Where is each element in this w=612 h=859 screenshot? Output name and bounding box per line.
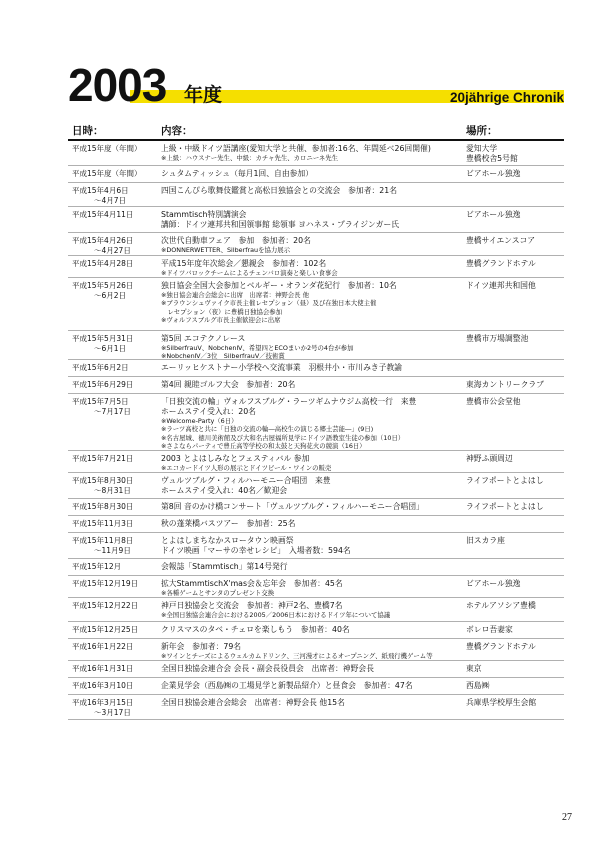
table-row — [68, 183, 564, 207]
table-row — [68, 278, 564, 331]
table-row — [68, 451, 564, 473]
row-date — [72, 642, 160, 652]
content-line: ホームステイ受入れ：20名 — [161, 407, 256, 416]
row-place — [466, 601, 564, 611]
content-line: 第8回 音のかけ橋コンサート「ヴュルツブルグ・フィルハーモニー合唱団」 — [161, 502, 424, 511]
table-row — [68, 499, 564, 516]
row-place — [466, 579, 564, 589]
row-place — [466, 169, 564, 179]
row-content — [161, 601, 461, 619]
table-row — [68, 695, 564, 720]
content-note: レセプション（夜）に豊橋日独協会参加 — [161, 307, 283, 316]
row-date-end: ～11月9日 — [94, 546, 131, 555]
row-content — [161, 625, 461, 635]
row-content — [161, 186, 461, 196]
row-date — [72, 664, 160, 674]
row-date — [72, 144, 160, 154]
row-date-start: 平成16年1月31日 — [72, 664, 134, 673]
table-row — [68, 331, 564, 360]
place-line: ビアホール独逸 — [466, 579, 521, 588]
row-place — [466, 380, 564, 390]
row-place — [466, 536, 564, 546]
content-line: ホームステイ受入れ：40名／歓迎会 — [161, 486, 288, 495]
row-date-start: 平成16年1月22日 — [72, 642, 134, 651]
row-place — [466, 144, 564, 164]
row-date — [72, 698, 160, 718]
table-row — [68, 473, 564, 499]
content-line: 2003 とよはしみなとフェスティバル 参加 — [161, 454, 310, 463]
place-line: ドイツ連邦共和国他 — [466, 281, 536, 290]
row-date-start: 平成15年4月11日 — [72, 210, 134, 219]
row-date-end: ～8月31日 — [94, 486, 131, 495]
content-line: 四国こんぴら歌舞伎鑑賞と高松日独協会との交流会 参加者：21名 — [161, 186, 398, 195]
row-date-start: 平成15年11月8日 — [72, 536, 134, 545]
row-place — [466, 476, 564, 486]
table-row — [68, 377, 564, 394]
content-line: 神戸日独協会と交流会 参加者：神戸2名、豊橋7名 — [161, 601, 343, 610]
content-line: 講師：ドイツ連邦共和国領事館 総領事 ヨハネス・プライジンガー氏 — [161, 220, 400, 229]
row-date-start: 平成15年7月21日 — [72, 454, 134, 463]
row-content — [161, 363, 461, 373]
row-date-start: 平成15年12月22日 — [72, 601, 139, 610]
content-note: ※ワインとチーズによるウェルカムドリンク、三河漫才によるオープニング、紙飛行機ゲーム等 — [161, 652, 433, 660]
table-row — [68, 166, 564, 183]
content-line: 独日協会全国大会参加とベルギー・オランダ花紀行 参加者：10名 — [161, 281, 397, 290]
chronicle-subtitle: 20jährige Chronik — [449, 90, 564, 105]
row-content — [161, 664, 461, 674]
row-place — [466, 664, 564, 674]
row-content — [161, 144, 461, 162]
place-column-header: 場所： — [466, 125, 498, 137]
row-date — [72, 536, 160, 556]
place-line: 旧スカラ座 — [466, 536, 505, 545]
row-date-start: 平成15年8月30日 — [72, 502, 134, 511]
row-date-start: 平成15年4月28日 — [72, 259, 134, 268]
row-date-start: 平成15年4月26日 — [72, 236, 134, 245]
row-content — [161, 397, 461, 450]
row-date-start: 平成15年度（年間） — [72, 144, 142, 153]
row-date-start: 平成15年5月31日 — [72, 334, 134, 343]
content-line: 秋の蓬莱橋バスツアー 参加者：25名 — [161, 519, 296, 528]
row-content — [161, 562, 461, 572]
content-line: とよはしまちなかスロータウン映画祭 — [161, 536, 294, 545]
place-line: ボレロ吾妻家 — [466, 625, 513, 634]
row-date — [72, 236, 160, 256]
row-date — [72, 579, 160, 589]
row-date — [72, 681, 160, 691]
row-date-start: 平成16年3月15日 — [72, 698, 134, 707]
content-line: 「日独交流の輪」ヴォルフスブルグ・ラーツギムナウジム高校一行 来豊 — [161, 397, 417, 406]
content-line: 会報誌「Stammtisch」第14号発行 — [161, 562, 288, 571]
content-line: シュタムティッシュ（毎月1回、自由参加） — [161, 169, 314, 178]
row-place — [466, 681, 564, 691]
content-line: Stammtisch特別講演会 — [161, 210, 247, 219]
row-date-start: 平成15年11月3日 — [72, 519, 134, 528]
row-date-start: 平成15年12月 — [72, 562, 122, 571]
row-place — [466, 259, 564, 269]
row-date — [72, 210, 160, 220]
year-title: 2003 — [68, 59, 167, 111]
row-place — [466, 397, 564, 407]
row-content — [161, 281, 461, 324]
row-date — [72, 169, 160, 179]
place-line: 東京 — [466, 664, 482, 673]
row-date — [72, 397, 160, 417]
content-note: ※ドイツバロックチームによるチェンバロ演奏と楽しい食事会 — [161, 269, 338, 277]
row-place — [466, 502, 564, 512]
table-row — [68, 598, 564, 622]
row-date-start: 平成15年4月6日 — [72, 186, 129, 195]
table-row — [68, 533, 564, 559]
row-date — [72, 334, 160, 354]
row-date — [72, 502, 160, 512]
place-line: 豊橋市万場調整池 — [466, 334, 529, 343]
row-date-start: 平成15年5月26日 — [72, 281, 134, 290]
row-content — [161, 536, 461, 556]
table-row — [68, 576, 564, 598]
row-date — [72, 259, 160, 269]
table-row — [68, 516, 564, 533]
content-line: ドイツ映画「マーサの幸せレシピ」 入場者数：594名 — [161, 546, 351, 555]
place-line: 豊橋市公会堂他 — [466, 397, 521, 406]
row-date-end: ～4月7日 — [94, 196, 127, 205]
content-note: ※さよならパーティで豊丘高等学校の和太鼓と天狗花火の競演（16日） — [161, 441, 366, 450]
column-headers — [68, 121, 564, 141]
row-date — [72, 519, 160, 529]
row-date-start: 平成15年12月25日 — [72, 625, 139, 634]
row-place — [466, 210, 564, 220]
content-line: 企業見学会（西島㈱の工場見学と新製品紹介）と昼食会 参加者：47名 — [161, 681, 413, 690]
content-line: 第5回 エコテクノレース — [161, 334, 246, 343]
table-row — [68, 661, 564, 678]
place-line: ホテルアソシア豊橋 — [466, 601, 536, 610]
content-line: ヴュルツブルグ・フィルハーモニー合唱団 来豊 — [161, 476, 331, 485]
row-date — [72, 476, 160, 496]
row-content — [161, 169, 461, 179]
content-note: ※SilberfrauⅤ、NobchenⅣ、希望四とECOまいか2号の4台が参加 — [161, 344, 354, 352]
row-content — [161, 454, 461, 472]
content-note: ※エコカードイツ人形の展示とドイツビール・ワインの販売 — [161, 464, 332, 472]
place-line: ライフポートとよはし — [466, 476, 544, 485]
place-line: 豊橋校舎5号館 — [466, 154, 518, 163]
content-line: エーリッヒケストナー小学校へ交流事業 羽根井小・市川みき子教諭 — [161, 363, 403, 372]
row-content — [161, 334, 461, 361]
content-note: ※全国日独協会連合会における2005／2006日本におけるドイツ年について協議 — [161, 611, 391, 619]
content-note: ※名古屋城、徳川美術館及び大和名古屋福所見学にドイツ語教室生徒の参加（10日） — [161, 433, 405, 442]
row-date-start: 平成15年7月5日 — [72, 397, 129, 406]
row-content — [161, 698, 461, 708]
row-content — [161, 579, 461, 597]
row-date-end: ～6月1日 — [94, 344, 127, 353]
content-line: 全国日独協会連合会総会 出席者：神野会長 他15名 — [161, 698, 345, 707]
content-note: ※ブラウンシュヴァイク市長主催レセプション（昼）及び在独日本大使主催 — [161, 299, 377, 308]
row-date — [72, 363, 160, 373]
content-line: 上級・中級ドイツ語講座(愛知大学と共催、参加者:16名、年間延べ26回開催) — [161, 144, 431, 153]
row-date-end: ～3月17日 — [94, 708, 131, 717]
row-date-start: 平成15年度（年間） — [72, 169, 142, 178]
content-line: 平成15年度年次総会／懇親会 参加者：102名 — [161, 259, 327, 268]
row-date — [72, 562, 160, 572]
row-content — [161, 681, 461, 691]
row-place — [466, 236, 564, 246]
content-line: 次世代自動車フェア 参加 参加者：20名 — [161, 236, 311, 245]
date-column-header: 日時： — [72, 125, 104, 137]
place-line: 西島㈱ — [466, 681, 490, 690]
row-date-start: 平成15年12月19日 — [72, 579, 139, 588]
place-line: 東海カントリークラブ — [466, 380, 544, 389]
table-row — [68, 141, 564, 166]
place-line: 豊橋サイエンスコア — [466, 236, 536, 245]
content-note: ※ヴォルフスブルグ市長主催歓迎会に出席 — [161, 315, 281, 324]
content-note: ※ラーツ高校と共に「日独の交流の輪―高校生の演じる郷土芸能―」(9日) — [161, 425, 374, 434]
place-line: 兵庫県学校厚生会館 — [466, 698, 537, 707]
place-line: ビアホール独逸 — [466, 169, 521, 178]
row-place — [466, 281, 564, 291]
row-date — [72, 601, 160, 611]
content-note: ※上級：ハウスナー先生、中級：カチャ先生、カロニーネ先生 — [161, 154, 339, 162]
table-row — [68, 394, 564, 451]
row-content — [161, 519, 461, 529]
row-date — [72, 380, 160, 390]
place-line: 愛知大学 — [466, 144, 498, 153]
place-line: 豊橋グランドホテル — [466, 642, 536, 651]
row-date — [72, 625, 160, 635]
content-note: ※独日協会連合会総会に出席 出席者：神野会長 他 — [161, 291, 309, 299]
row-content — [161, 476, 461, 496]
page-header — [68, 60, 564, 116]
row-date — [72, 186, 160, 206]
row-date-start: 平成15年6月29日 — [72, 380, 134, 389]
row-content — [161, 502, 461, 512]
row-place — [466, 698, 564, 708]
content-note: ※NobchenⅣ／3位 SilberfrauⅤ／技術賞 — [161, 352, 285, 361]
row-date-start: 平成16年3月10日 — [72, 681, 134, 690]
place-line: ライフポートとよはし — [466, 502, 544, 511]
table-row — [68, 360, 564, 377]
place-line: ビアホール独逸 — [466, 210, 521, 219]
row-content — [161, 259, 461, 277]
content-note: ※DONNERWETTER、Silberfrauを協力展示 — [161, 246, 291, 254]
row-date — [72, 454, 160, 464]
row-place — [466, 454, 564, 464]
row-date-end: ～6月2日 — [94, 291, 127, 300]
row-date-end: ～7月17日 — [94, 407, 131, 416]
content-line: 全国日独協会連合会 会長・副会長役員会 出席者：神野会長 — [161, 664, 374, 673]
table-row — [68, 256, 564, 278]
page-number: 27 — [562, 812, 572, 823]
table-row — [68, 559, 564, 576]
row-date — [72, 281, 160, 301]
row-place — [466, 625, 564, 635]
row-content — [161, 236, 461, 254]
year-suffix: 年度 — [184, 84, 223, 106]
row-date-end: ～4月27日 — [94, 246, 131, 255]
content-line: クリスマスのタベ・チェロを楽しもう 参加者：40名 — [161, 625, 350, 634]
row-date-start: 平成15年8月30日 — [72, 476, 134, 485]
row-content — [161, 380, 461, 390]
content-line: 第4回 親睦ゴルフ大会 参加者：20名 — [161, 380, 296, 389]
content-note: ※Welcome-Party（6日） — [161, 417, 238, 425]
table-row — [68, 207, 564, 233]
chronicle-table — [68, 141, 564, 720]
content-line: 新年会 参加者：79名 — [161, 642, 242, 651]
table-row — [68, 678, 564, 695]
place-line: 神野ふ頭周辺 — [466, 454, 513, 463]
table-row — [68, 233, 564, 256]
content-note: ※各種ゲームとサンタのプレゼント交換 — [161, 589, 275, 597]
table-row — [68, 639, 564, 661]
content-column-header: 内容： — [161, 125, 193, 137]
row-place — [466, 642, 564, 652]
row-place — [466, 334, 564, 344]
row-content — [161, 210, 461, 230]
row-content — [161, 642, 461, 660]
place-line: 豊橋グランドホテル — [466, 259, 536, 268]
content-line: 拡大StammtischX'mas会＆忘年会 参加者：45名 — [161, 579, 343, 588]
table-row — [68, 622, 564, 639]
row-date-start: 平成15年6月2日 — [72, 363, 129, 372]
